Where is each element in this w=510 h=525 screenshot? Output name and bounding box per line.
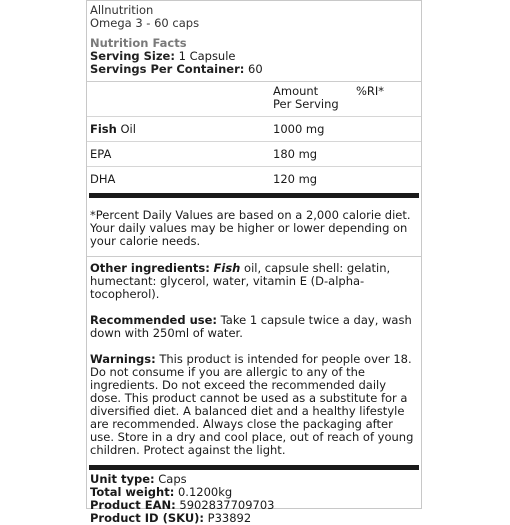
header-name-cell [87, 82, 270, 117]
recommended-use [90, 314, 418, 340]
nutrient-name-rest: Oil [116, 121, 136, 136]
nutrient-name [87, 117, 270, 142]
serving-size-value: 1 Capsule [178, 49, 236, 63]
servings-per-container-label: Servings Per Container: [90, 62, 245, 76]
label-header [87, 1, 421, 76]
total-weight-label: Total weight: [90, 485, 175, 499]
nutrition-label-panel [86, 0, 422, 525]
nutrient-name [87, 167, 270, 192]
product-ean-value: 5902837709703 [175, 498, 275, 512]
nutrient-ri [353, 117, 421, 142]
warnings-label: Warnings: [90, 352, 156, 366]
product-ean-label: Product EAN: [90, 498, 176, 512]
ingredients [90, 262, 418, 301]
amount-header-line1: Amount [273, 84, 319, 98]
serving-size-label: Serving Size: [90, 49, 175, 63]
nutrient-amount: 1000 mg [270, 117, 353, 142]
total-weight-value: 0.1200kg [174, 485, 233, 499]
product-id-label: Product ID (SKU): [90, 511, 205, 525]
details-section [87, 257, 421, 462]
servings-per-container [90, 63, 418, 76]
servings-per-container-value: 60 [248, 62, 263, 76]
nutrient-amount: 180 mg [270, 142, 353, 167]
warnings [90, 353, 418, 457]
table-row [87, 117, 421, 142]
unit-type-label: Unit type: [90, 472, 155, 486]
header-amount-cell [270, 82, 353, 117]
table-row [87, 142, 421, 167]
nutrient-name-rest: EPA [90, 146, 112, 161]
nutrient-name-bold: Fish [90, 121, 117, 136]
nutrient-table [87, 82, 421, 191]
nutrient-name-rest: DHA [90, 171, 116, 186]
footnote-section [87, 198, 421, 256]
table-row [87, 167, 421, 192]
recommended-use-text: Take 1 capsule twice a day, wash down with 250ml of water. [90, 313, 412, 340]
product-info-section [87, 470, 421, 525]
ingredients-label: Other ingredients: [90, 261, 210, 275]
nutrient-amount: 120 mg [270, 167, 353, 192]
ingredients-highlight: Fish [213, 261, 241, 275]
unit-type-value: Caps [154, 472, 187, 486]
nutrient-name [87, 142, 270, 167]
product-id [90, 512, 418, 525]
brand-name: Allnutrition [90, 3, 154, 17]
footnote-text: *Percent Daily Values are based on a 2,000 calorie diet. Your daily values may be higher or lower depending on your calorie needs. [90, 208, 411, 248]
nutrition-facts-title: Nutrition Facts [90, 36, 187, 50]
amount-header-line2: Per Serving [273, 97, 339, 111]
nutrient-ri [353, 142, 421, 167]
nutrient-table-header [87, 82, 421, 117]
nutrient-ri [353, 167, 421, 192]
warnings-text: This product is intended for people over 18. Do not consume if you are allergic to any of the ingredients. Do not exceed the recommended daily dose. This product cannot be used as a substitute for a diversified diet. A balanced diet and a healthy lifestyle are recommended. Always close the packaging after use. Store in a dry and cool place, out of reach of young children. Protect against the light. [90, 352, 414, 457]
product-id-value: P33892 [204, 511, 252, 525]
recommended-use-label: Recommended use: [90, 313, 218, 327]
product-name: Omega 3 - 60 caps [90, 16, 200, 30]
ingredients-text: oil, capsule shell: gelatin, humectant: glycerol, water, vitamin E (D-alpha-tocopherol). [90, 261, 391, 301]
ri-header: %RI* [356, 84, 385, 98]
